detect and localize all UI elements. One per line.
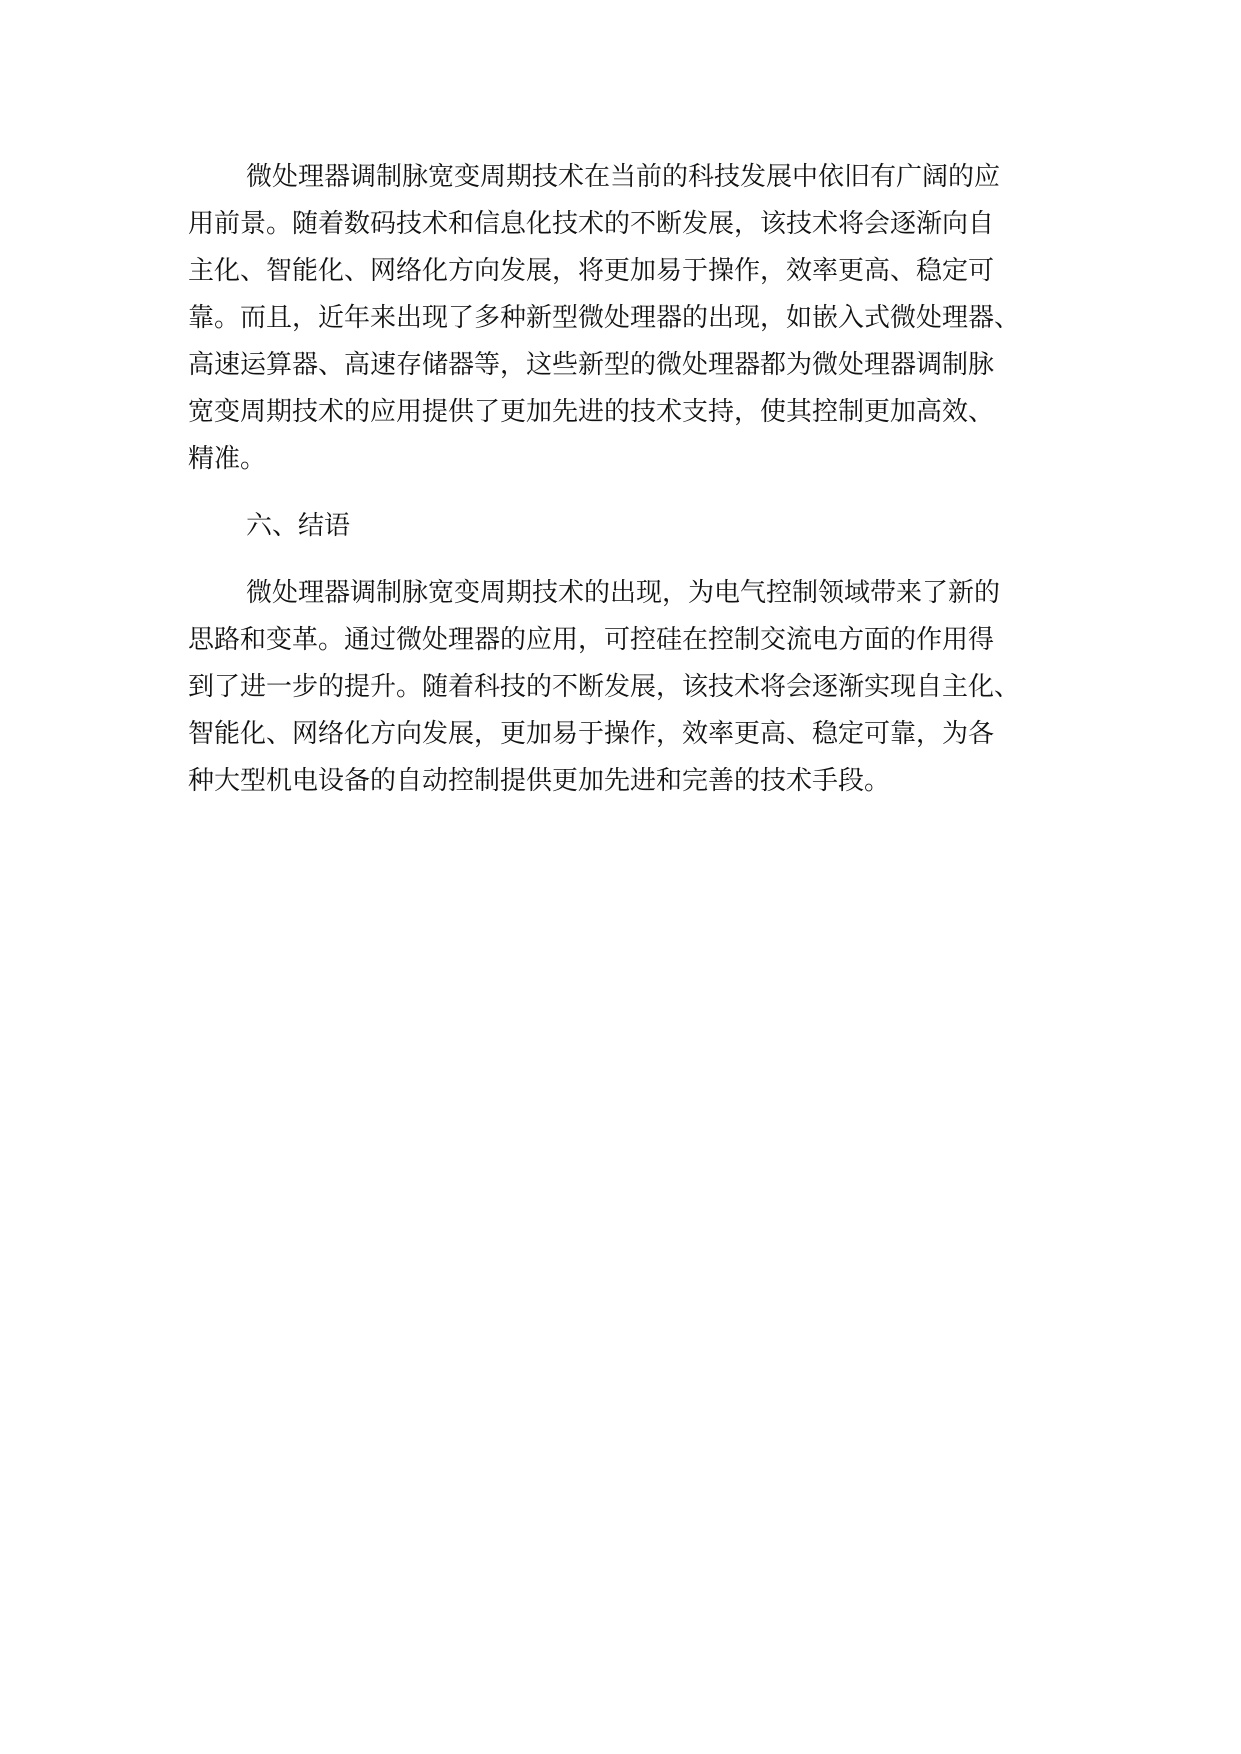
paragraph-line: 微处理器调制脉宽变周期技术在当前的科技发展中依旧有广阔的应 [246, 162, 1001, 192]
document-body [188, 154, 1088, 825]
paragraph-line: 高速运算器、高速存储器等，这些新型的微处理器都为微处理器调制脉 [188, 350, 995, 380]
paragraph-line: 思路和变革。通过微处理器的应用，可控硅在控制交流电方面的作用得 [188, 625, 995, 655]
paragraph-line: 用前景。随着数码技术和信息化技术的不断发展，该技术将会逐渐向自 [188, 209, 995, 239]
section-heading: 六、结语 [246, 511, 351, 541]
paragraph-outlook [188, 154, 1088, 483]
paragraph-line: 主化、智能化、网络化方向发展，将更加易于操作，效率更高、稳定可 [188, 256, 995, 286]
paragraph-line: 种大型机电设备的自动控制提供更加先进和完善的技术手段。 [188, 766, 891, 796]
paragraph-line: 智能化、网络化方向发展，更加易于操作，效率更高、稳定可靠，为各 [188, 719, 995, 749]
paragraph-line: 精准。 [188, 444, 267, 474]
paragraph-line: 微处理器调制脉宽变周期技术的出现，为电气控制领域带来了新的 [246, 578, 1001, 608]
paragraph-line: 靠。而且，近年来出现了多种新型微处理器的出现，如嵌入式微处理器、 [188, 303, 1021, 333]
paragraph-line: 宽变周期技术的应用提供了更加先进的技术支持，使其控制更加高效、 [188, 397, 995, 427]
paragraph-conclusion [188, 570, 1088, 805]
paragraph-line: 到了进一步的提升。随着科技的不断发展，该技术将会逐渐实现自主化、 [188, 672, 1021, 702]
